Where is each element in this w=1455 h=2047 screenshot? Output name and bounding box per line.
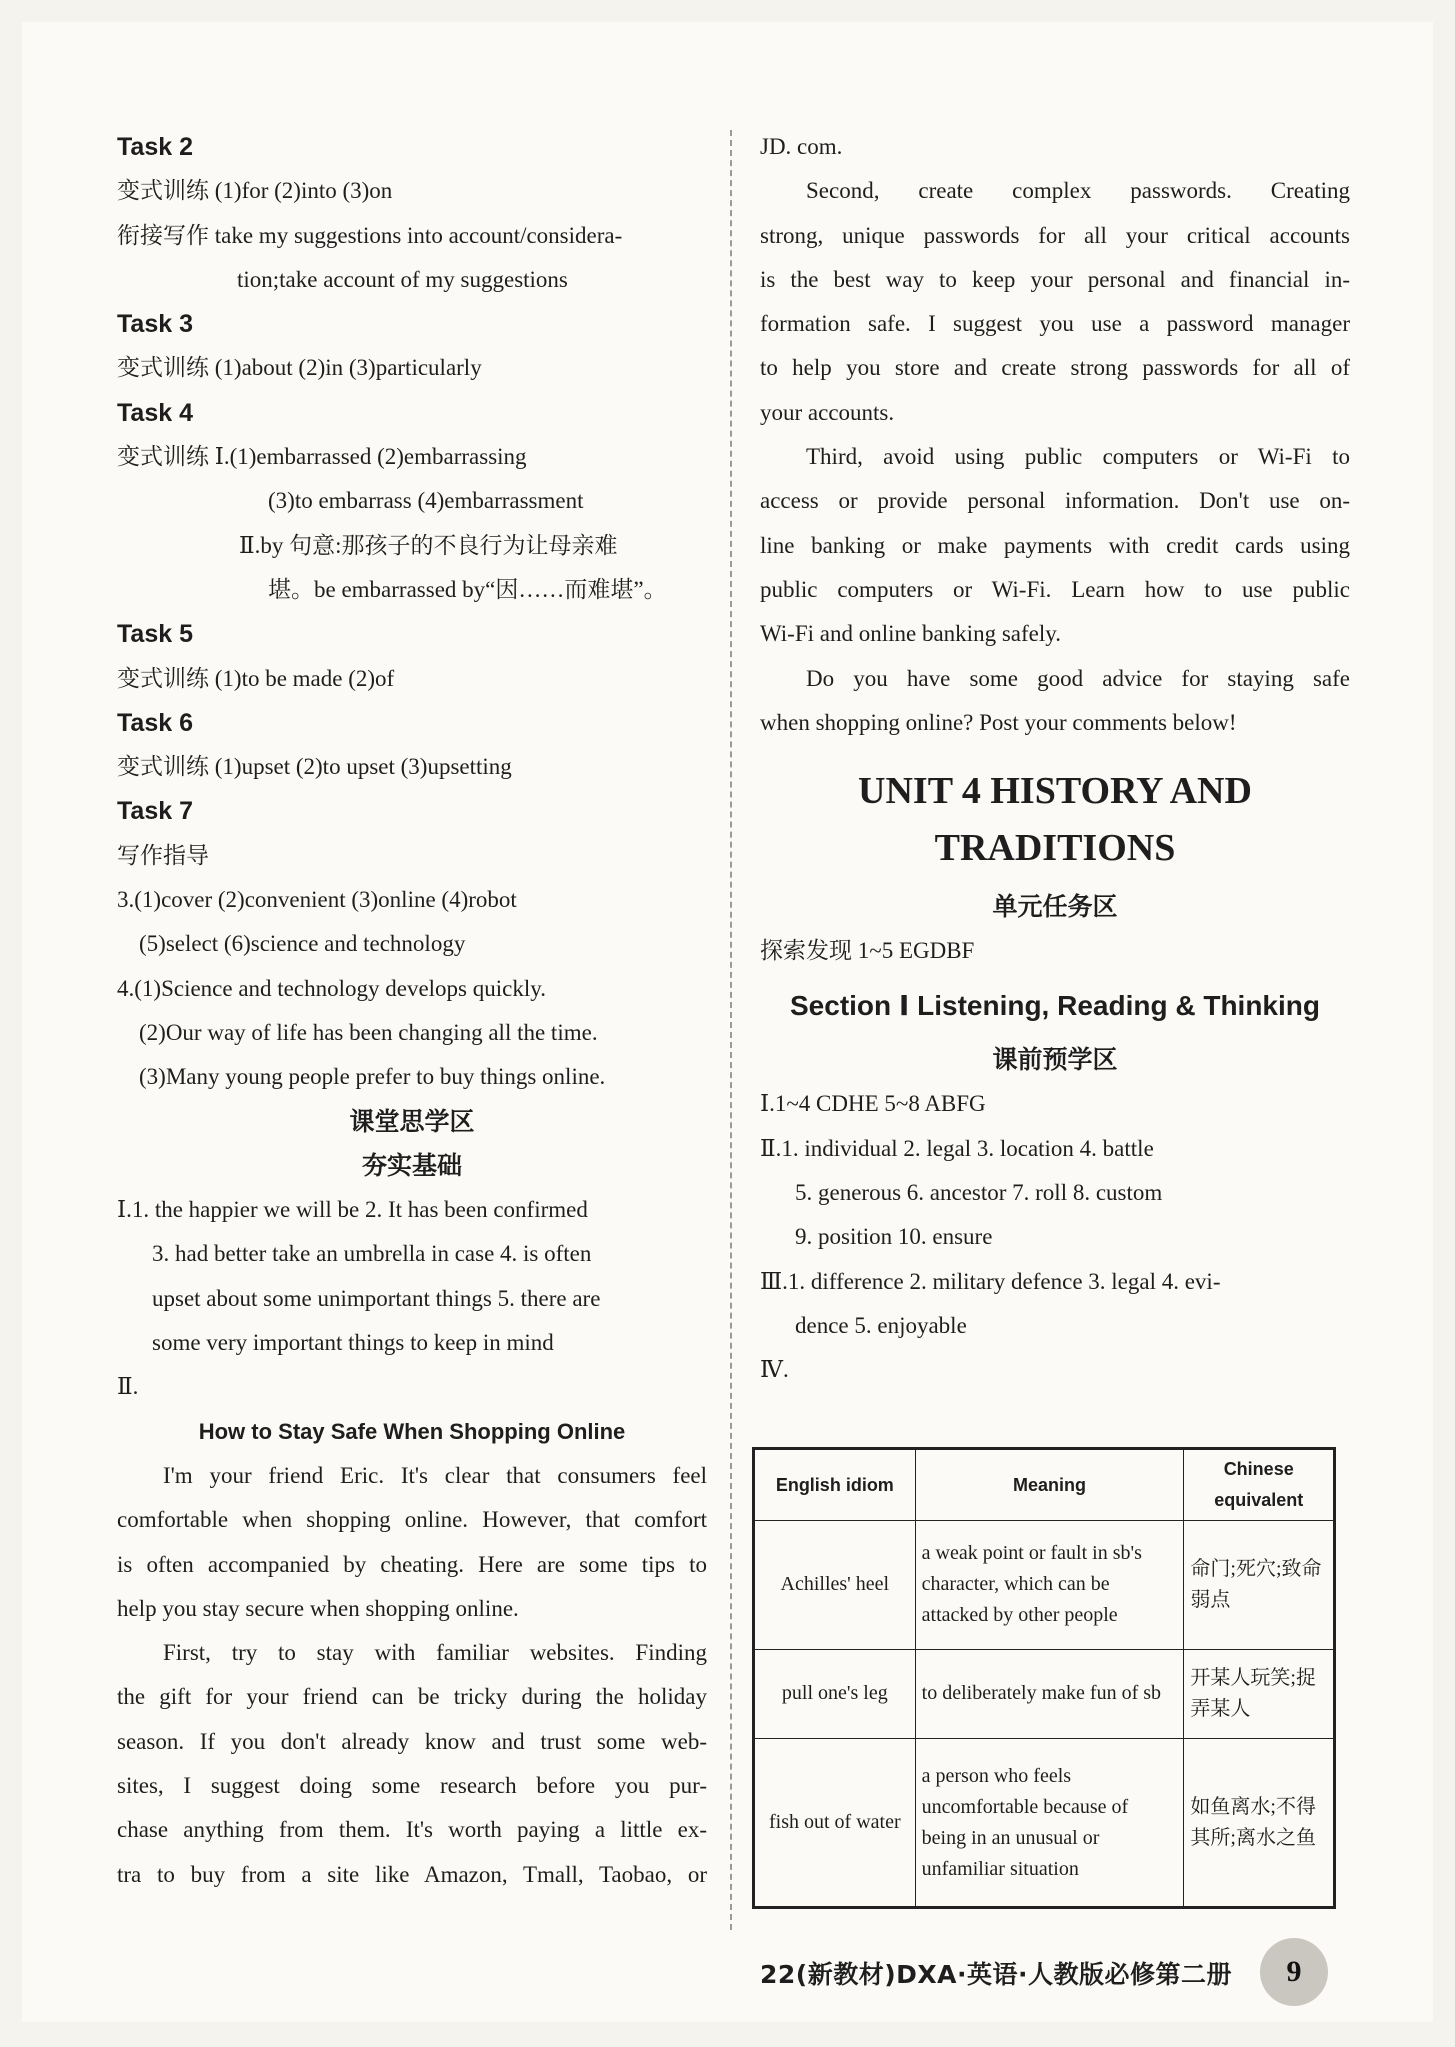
idiom-cell: pull one's leg (754, 1649, 916, 1739)
essay-line: to help you store and create strong passwords for all of (760, 355, 1350, 381)
chinese-cell: 命门;死穴;致命弱点 (1184, 1521, 1335, 1650)
chinese-cell: 如鱼离水;不得其所;离水之鱼 (1184, 1739, 1335, 1908)
essay-line: Second, create complex passwords. Creating (806, 178, 1350, 204)
task-heading: Task 2 (117, 133, 193, 161)
answer-line: Ⅱ.1. individual 2. legal 3. location 4. battle (760, 1135, 1154, 1161)
column-header: Meaning (915, 1449, 1184, 1521)
unit-title-line: TRADITIONS (934, 827, 1176, 870)
answer-line: 变式训练 (1)for (2)into (3)on (117, 178, 393, 204)
task-heading: Task 4 (117, 398, 193, 427)
table-row (754, 1521, 1335, 1650)
answer-line: 9. position 10. ensure (795, 1224, 993, 1250)
essay-line: Third, avoid using public computers or Wi-Fi to (806, 444, 1350, 470)
table-header-row (754, 1449, 1335, 1521)
essay-line: public computers or Wi-Fi. Learn how to use public (760, 576, 1350, 602)
section-title: Section Ⅰ Listening, Reading & Thinking (790, 989, 1320, 1021)
essay-line: access or provide personal information. Don't use on- (760, 488, 1350, 514)
chinese-cell: 开某人玩笑;捉弄某人 (1184, 1649, 1335, 1739)
essay-line: line banking or make payments with credit cards using (760, 532, 1350, 558)
essay-line: Wi-Fi and online banking safely. (760, 621, 1061, 647)
table-row (754, 1649, 1335, 1739)
essay-line: strong, unique passwords for all your critical accounts (760, 222, 1350, 248)
essay-line: help you stay secure when shopping online. (117, 1595, 519, 1621)
essay-line: is the best way to keep your personal and financial in- (760, 266, 1350, 292)
answer-line: Ⅱ.by 句意:那孩子的不良行为让母亲难 (239, 532, 618, 558)
essay-line: season. If you don't already know and trust some web- (117, 1728, 707, 1754)
meaning-cell: a person who feels uncomfortable because of being in an unusual or unfamiliar situation (915, 1739, 1184, 1908)
answer-line: 探索发现 1~5 EGDBF (760, 938, 975, 964)
answer-line: 变式训练 (1)about (2)in (3)particularly (117, 355, 482, 381)
task-heading: Task 7 (117, 797, 193, 826)
section-heading: 课堂思学区 (349, 1107, 475, 1136)
essay-line: formation safe. I suggest you use a password manager (760, 311, 1350, 337)
meaning-cell: a weak point or fault in sb's character, which can be attacked by other people (915, 1521, 1184, 1650)
answer-line: 变式训练 (1)upset (2)to upset (3)upsetting (117, 754, 512, 780)
column-divider (730, 130, 732, 1930)
subsection-heading: 夯实基础 (361, 1151, 462, 1180)
section-heading: 单元任务区 (992, 893, 1118, 922)
essay-line: sites, I suggest doing some research before you pur- (117, 1772, 707, 1798)
answer-line: Ⅱ. (117, 1374, 139, 1400)
answer-line: 5. generous 6. ancestor 7. roll 8. custom (795, 1179, 1163, 1205)
answer-line: 变式训练 Ⅰ.(1)embarrassed (2)embarrassing (117, 444, 527, 470)
essay-line: I'm your friend Eric. It's clear that consumers feel (163, 1462, 707, 1488)
answer-line: upset about some unimportant things 5. there are (152, 1285, 601, 1311)
footer-book-title: 22(新教材)DXA·英语·人教版必修第二册 (760, 1960, 1233, 1989)
page-number: 9 (1260, 1938, 1328, 2006)
essay-line: is often accompanied by cheating. Here are some tips to (117, 1551, 707, 1577)
task-heading: Task 6 (117, 708, 193, 737)
left-column (117, 125, 707, 1897)
column-header: Chinese equivalent (1184, 1449, 1335, 1521)
table-row (754, 1739, 1335, 1908)
answer-line: Ⅰ.1. the happier we will be 2. It has been confirmed (117, 1197, 588, 1223)
column-header: English idiom (754, 1449, 916, 1521)
essay-title: How to Stay Safe When Shopping Online (198, 1418, 626, 1444)
essay-line: comfortable when shopping online. However, that comfort (117, 1507, 707, 1533)
idiom-table (752, 1447, 1336, 1909)
essay-line: when shopping online? Post your comments below! (760, 709, 1237, 735)
answer-line: (2)Our way of life has been changing all the time. (139, 1019, 598, 1045)
essay-line: chase anything from them. It's worth paying a little ex- (117, 1817, 707, 1843)
essay-line: Do you have some good advice for staying safe (806, 665, 1350, 691)
idiom-cell: Achilles' heel (754, 1521, 916, 1650)
idiom-cell: fish out of water (754, 1739, 916, 1908)
answer-line: (3)to embarrass (4)embarrassment (268, 488, 584, 514)
essay-line: the gift for your friend can be tricky during the holiday (117, 1684, 707, 1710)
answer-line: 衔接写作 take my suggestions into account/considera- (117, 222, 623, 248)
answer-line: Ⅳ. (760, 1357, 789, 1383)
answer-line: (3)Many young people prefer to buy things online. (139, 1064, 606, 1090)
essay-line: JD. com. (760, 134, 843, 159)
essay-line: your accounts. (760, 399, 895, 425)
essay-line: First, try to stay with familiar websites. Finding (163, 1640, 707, 1666)
answer-line: 堪。be embarrassed by“因……而难堪”。 (268, 576, 667, 602)
right-column (760, 125, 1350, 1392)
subsection-heading: 课前预学区 (992, 1046, 1118, 1075)
unit-title (760, 763, 1350, 877)
meaning-cell: to deliberately make fun of sb (915, 1649, 1184, 1739)
answer-line: (5)select (6)science and technology (139, 931, 466, 957)
task-heading: Task 3 (117, 310, 193, 339)
essay-line: tra to buy from a site like Amazon, Tmall, Taobao, or (117, 1861, 707, 1887)
answer-line: 3. had better take an umbrella in case 4. is often (152, 1241, 592, 1267)
answer-line: Ⅰ.1~4 CDHE 5~8 ABFG (760, 1091, 986, 1117)
answer-line: 3.(1)cover (2)convenient (3)online (4)robot (117, 887, 517, 913)
task-heading: Task 5 (117, 620, 193, 649)
answer-line: 变式训练 (1)to be made (2)of (117, 665, 395, 691)
answer-line: some very important things to keep in mind (152, 1330, 554, 1356)
answer-line: 写作指导 (117, 842, 209, 868)
answer-line: 4.(1)Science and technology develops quickly. (117, 975, 546, 1001)
answer-line: tion;take account of my suggestions (237, 266, 568, 292)
answer-line: dence 5. enjoyable (795, 1312, 967, 1338)
unit-title-line: UNIT 4 HISTORY AND (858, 770, 1252, 813)
answer-line: Ⅲ.1. difference 2. military defence 3. legal 4. evi- (760, 1268, 1221, 1294)
